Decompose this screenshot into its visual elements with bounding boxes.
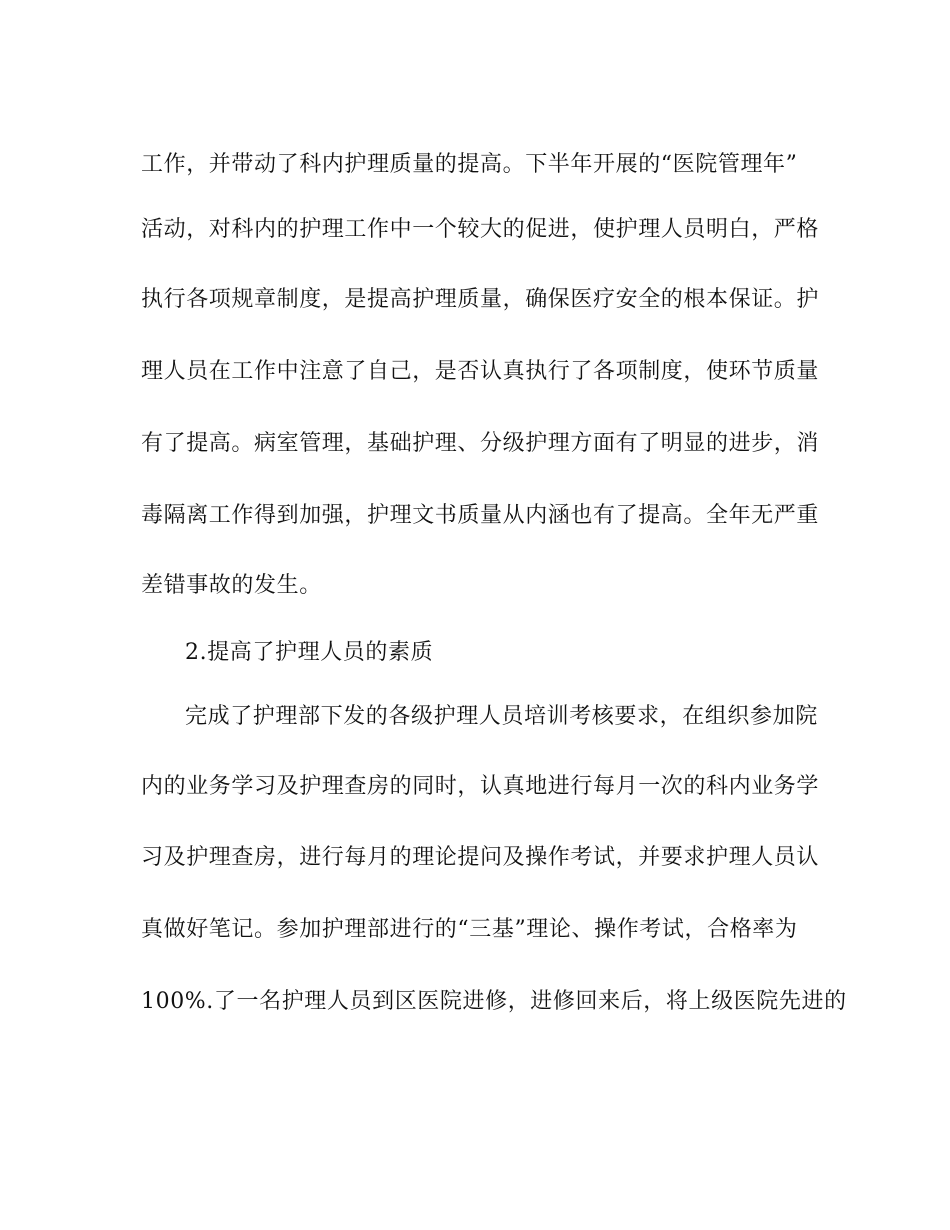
body-text-line: 执行各项规章制度，是提高护理质量，确保医疗安全的根本保证。护 [141,287,820,312]
section-heading: 2.提高了护理人员的素质 [185,640,434,665]
body-text-line: 活动，对科内的护理工作中一个较大的促进，使护理人员明白，严格 [141,217,820,242]
body-text-line: 差错事故的发生。 [141,573,322,598]
body-text-line: 内的业务学习及护理查房的同时，认真地进行每月一次的科内业务学 [141,774,820,799]
body-text-line: 完成了护理部下发的各级护理人员培训考核要求，在组织参加院 [185,704,818,729]
body-text-line: 有了提高。病室管理，基础护理、分级护理方面有了明显的进步，消 [141,431,820,456]
body-text-line: 习及护理查房，进行每月的理论提问及操作考试，并要求护理人员认 [141,845,820,870]
body-text-line: 工作，并带动了科内护理质量的提高。下半年开展的“医院管理年” [141,152,798,177]
body-text-line: 100%.了一名护理人员到区医院进修，进修回来后，将上级医院先进的 [141,989,847,1014]
body-text-line: 理人员在工作中注意了自己，是否认真执行了各项制度，使环节质量 [141,359,820,384]
body-text-line: 毒隔离工作得到加强，护理文书质量从内涵也有了提高。全年无严重 [141,503,820,528]
body-text-line: 真做好笔记。参加护理部进行的“三基”理论、操作考试，合格率为 [141,917,798,942]
